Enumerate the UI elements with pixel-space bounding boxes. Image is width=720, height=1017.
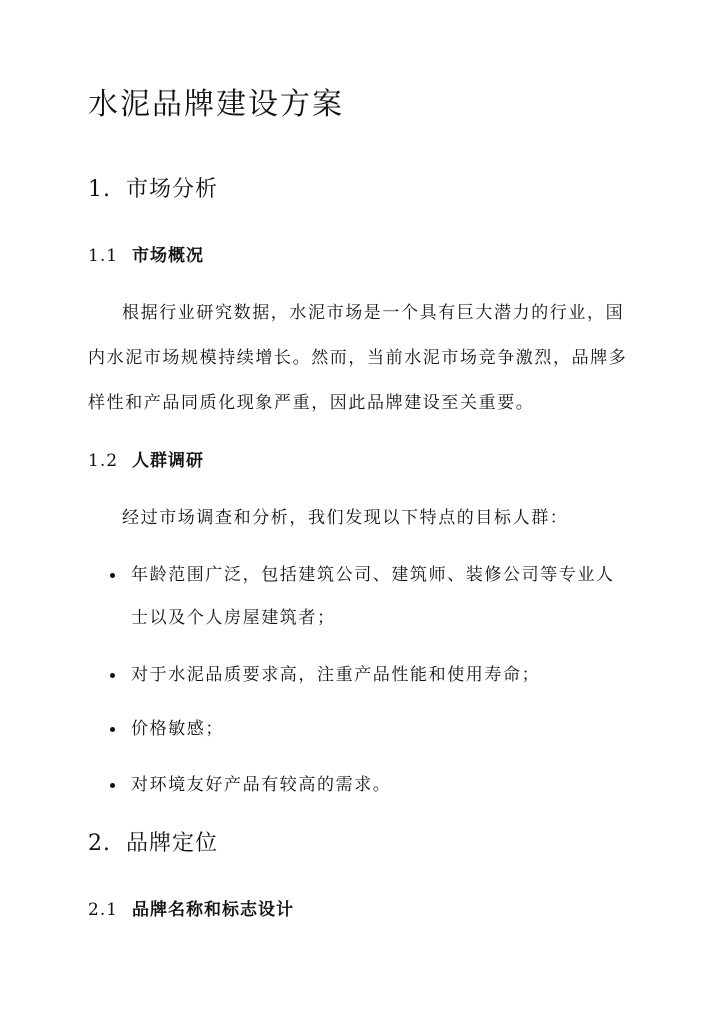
paragraph-line: 样性和产品同质化现象严重，因此品牌建设至关重要。 [88,393,535,413]
bullet-icon [110,573,115,578]
subsection-number: 2.1 [88,900,119,920]
subsection-title: 市场概况 [132,246,204,266]
subsection-heading-audience-research [88,449,204,473]
section-heading-brand-positioning [88,829,218,859]
subsection-heading-market-overview [88,244,204,268]
section-number: 1. [88,177,111,202]
list-item-line: 价格敏感； [131,719,224,739]
paragraph-line: 内水泥市场规模持续增长。然而，当前水泥市场竞争激烈，品牌多 [88,348,628,368]
section-heading-market-analysis [88,175,218,205]
paragraph-intro: 经过市场调查和分析，我们发现以下特点的目标人群： [122,508,569,528]
document-title: 水泥品牌建设方案 [88,87,344,122]
list-item-line: 年龄范围广泛，包括建筑公司、建筑师、装修公司等专业人 [131,565,615,585]
subsection-number: 1.1 [88,246,119,266]
list-item-line: 士以及个人房屋建筑者； [131,608,336,628]
bullet-icon [110,783,115,788]
subsection-number: 1.2 [88,451,119,471]
bullet-icon [110,673,115,678]
list-item-line: 对环境友好产品有较高的需求。 [131,775,392,795]
paragraph-line: 根据行业研究数据，水泥市场是一个具有巨大潜力的行业，国 [122,303,625,323]
section-title: 市场分析 [126,177,219,202]
list-item-line: 对于水泥品质要求高，注重产品性能和使用寿命； [131,665,541,685]
section-number: 2. [88,831,111,856]
subsection-title: 人群调研 [132,451,204,471]
bullet-icon [110,727,115,732]
subsection-heading-brand-name-logo [88,898,294,922]
subsection-title: 品牌名称和标志设计 [132,900,294,920]
section-title: 品牌定位 [126,831,219,856]
